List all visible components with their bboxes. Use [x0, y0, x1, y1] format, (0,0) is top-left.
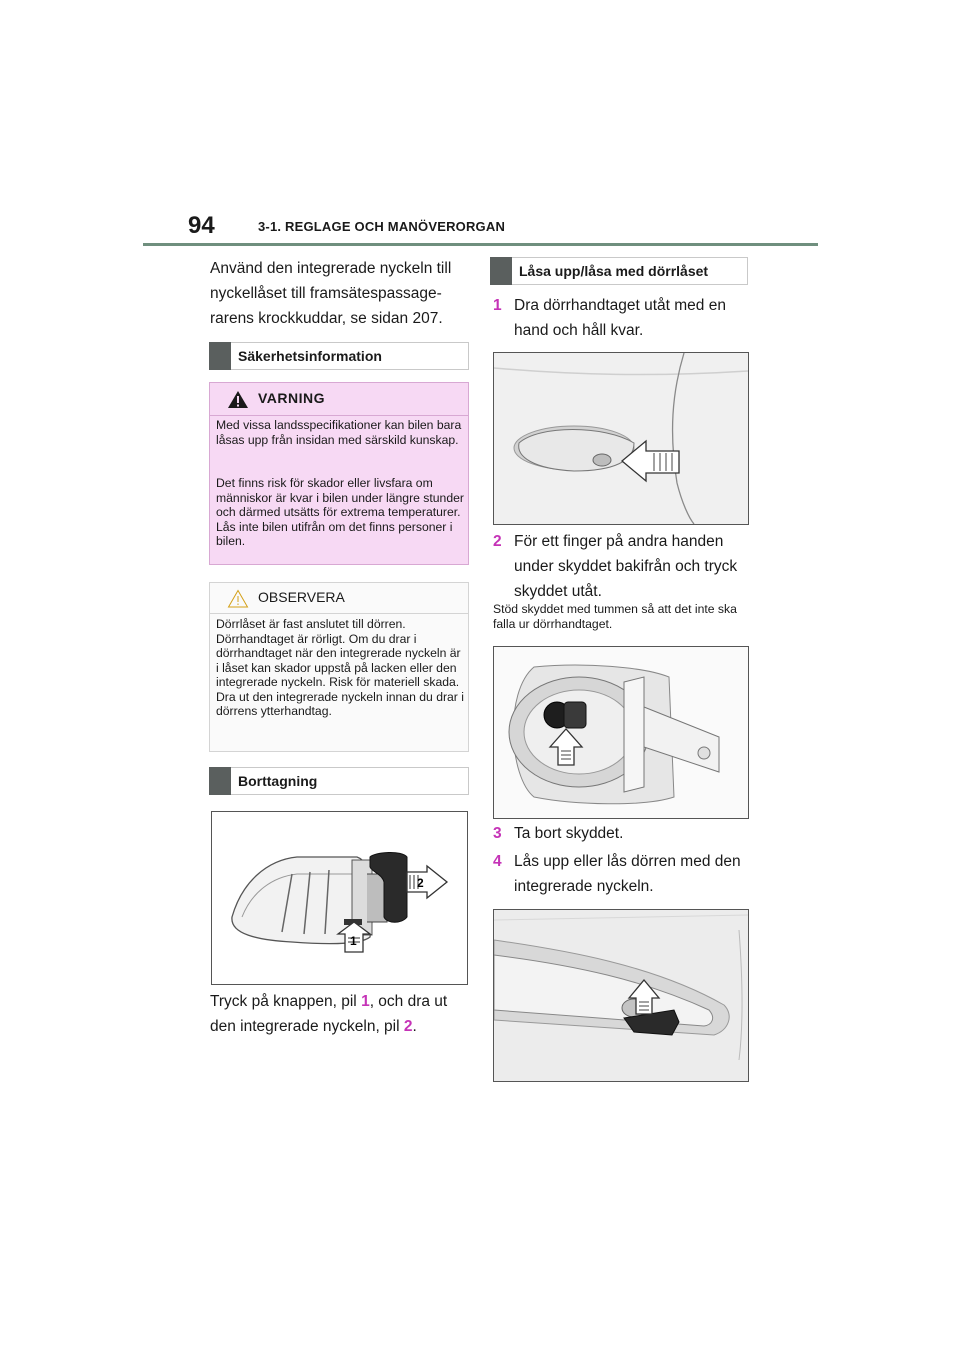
caution-triangle-outline-icon	[227, 589, 249, 608]
warning-text-1: Med vissa landsspecifikationer kan bilen bara låsas upp från insidan med särskild kunskap.	[216, 418, 462, 447]
arrow-label-1: 1	[350, 934, 357, 948]
removal-heading-label: Borttagning	[238, 773, 318, 789]
lock-unlock-heading-label: Låsa upp/låsa med dörrlåset	[519, 263, 709, 279]
safety-heading-label: Säkerhetsinformation	[238, 348, 382, 364]
page-number: 94	[188, 212, 215, 239]
caption-text-2: , och dra ut den integrerade nyckeln, pil	[210, 993, 448, 1035]
key-fob-illustration	[212, 812, 467, 984]
step-text: Dra dörrhandtaget utåt med en hand och håll kvar.	[514, 297, 726, 339]
step-number: 2	[493, 533, 502, 550]
note-title: OBSERVERA	[258, 589, 345, 605]
figure-caption	[210, 989, 470, 1039]
chapter-title: 3-1. REGLAGE OCH MANÖVERORGAN	[258, 219, 506, 234]
note-text: Dörrlåset är fast anslutet till dörren. Dörrhandtaget är rörligt. Om du drar i dörrhandtaget när den integrerade nyckeln är i låset kan skador uppstå på lacken eller den integrerade nyckeln. Risk för materiell skada. Dra ut den integrerade nyckeln innan du drar i dörrens ytterhandtag.	[216, 617, 464, 718]
section-bar	[490, 257, 512, 285]
section-bar	[209, 342, 231, 370]
safety-heading	[209, 342, 469, 370]
door-handle-figure	[493, 352, 749, 525]
cover-removal-figure	[493, 646, 749, 819]
step-text: Ta bort skyddet.	[514, 825, 624, 842]
lock-unlock-heading	[490, 257, 748, 285]
section-bar	[209, 767, 231, 795]
step-text: Lås upp eller lås dörren med den integrerade nyckeln.	[514, 853, 741, 895]
step-number: 1	[493, 297, 502, 314]
support-hint: Stöd skyddet med tummen så att det inte ska falla ur dörrhandtaget.	[493, 602, 737, 631]
key-in-lock-illustration	[494, 910, 748, 1081]
note-header	[210, 583, 468, 614]
door-handle-illustration	[494, 353, 748, 524]
caption-text-3: .	[412, 1018, 417, 1035]
note-box	[209, 582, 469, 752]
header-rule	[143, 243, 818, 246]
caption-number-2: 2	[403, 1018, 413, 1035]
warning-triangle-icon	[227, 390, 249, 409]
intro-paragraph: Använd den integrerade nyckeln till nyckellåset till framsätespassagerarens krockkuddar, se sidan 207.	[210, 260, 452, 327]
step-number: 4	[493, 853, 502, 870]
cover-removal-illustration	[494, 647, 748, 818]
removal-heading	[209, 767, 469, 795]
warning-box	[209, 382, 469, 565]
warning-title: VARNING	[258, 390, 326, 406]
key-fob-figure	[211, 811, 468, 985]
warning-header	[210, 383, 468, 416]
step-text: För ett finger på andra handen under skyddet bakifrån och tryck skyddet utåt.	[514, 533, 738, 600]
caption-text-1: Tryck på knappen, pil	[210, 993, 362, 1010]
arrow-label-2: 2	[417, 876, 424, 890]
step-number: 3	[493, 825, 502, 842]
key-in-lock-figure	[493, 909, 749, 1082]
caption-number-1: 1	[361, 993, 370, 1010]
warning-text-2: Det finns risk för skador eller livsfara om människor är kvar i bilen under längre stunder och därmed utsätts för extrema temperaturer. Lås inte bilen utifrån om det finns personer i bilen.	[216, 476, 464, 548]
